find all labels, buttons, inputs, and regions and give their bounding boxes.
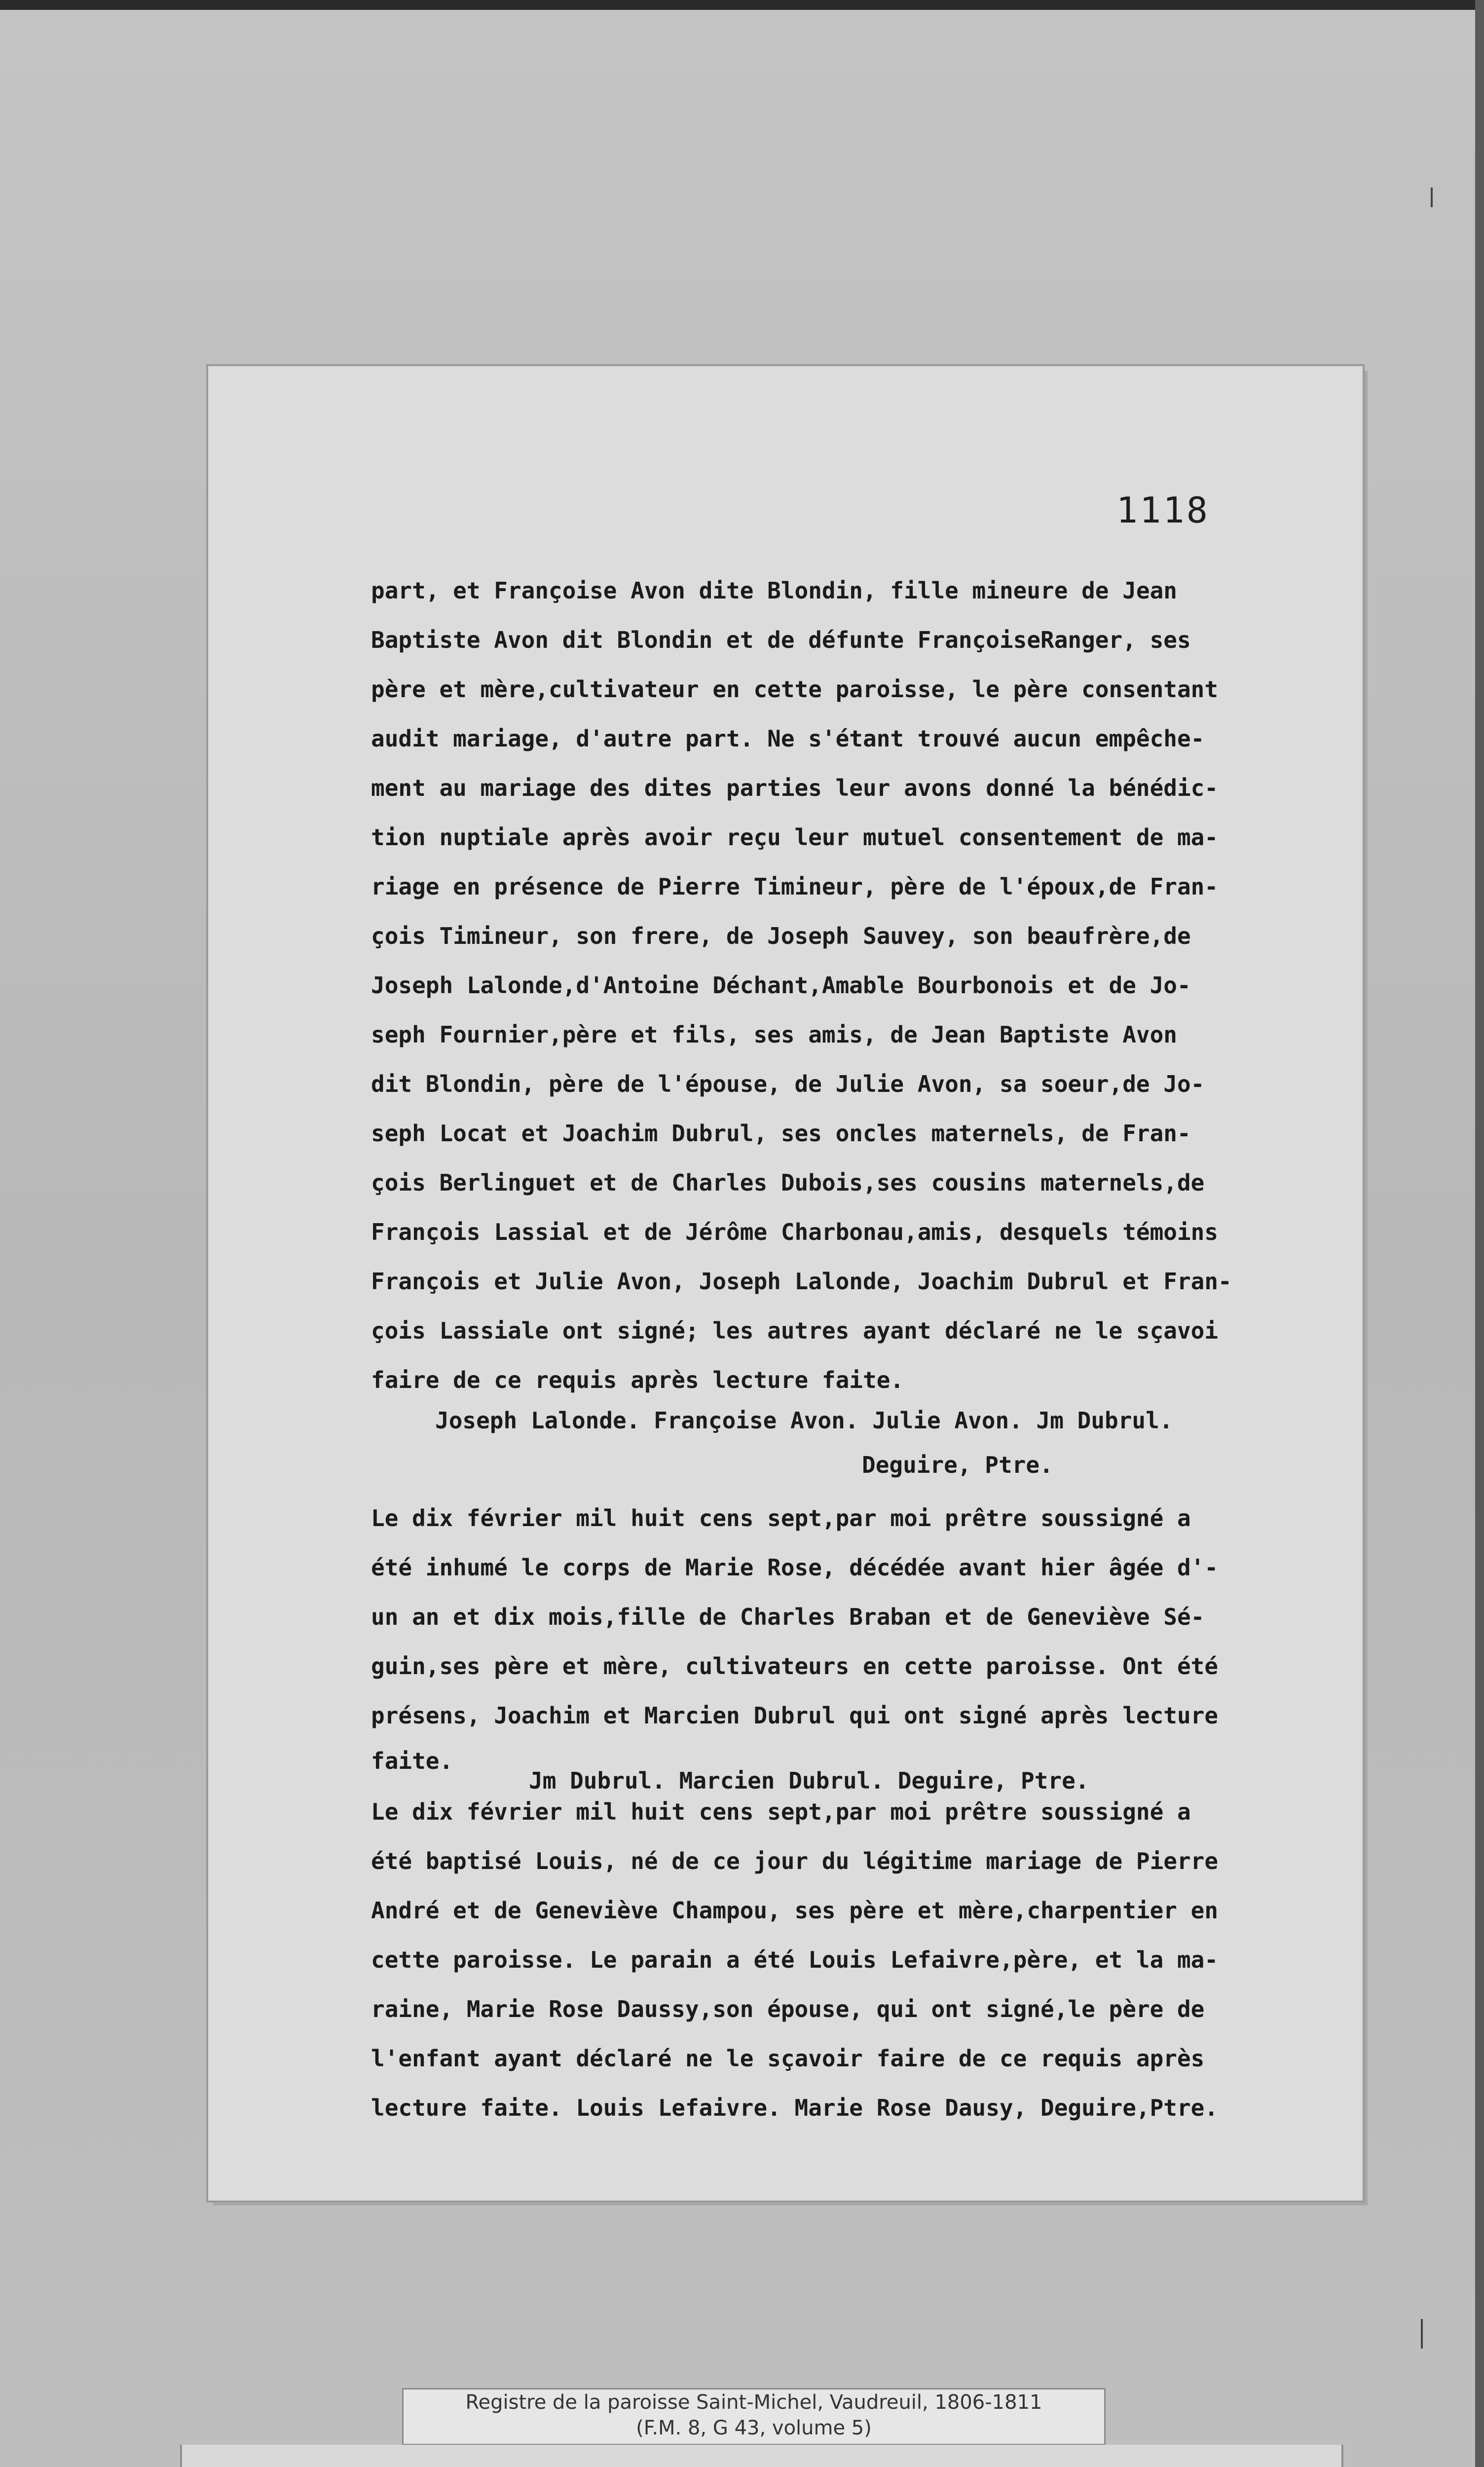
text-line: Le dix février mil huit cens sept,par moi prêtre soussigné a <box>371 1505 1191 1532</box>
board-top-edge <box>0 0 1484 10</box>
text-line: çois Lassiale ont signé; les autres ayant déclaré ne le sçavoi <box>371 1317 1219 1344</box>
text-line: audit mariage, d'autre part. Ne s'étant trouvé aucun empêche- <box>371 725 1205 752</box>
text-line: Baptiste Avon dit Blondin et de défunte FrançoiseRanger, ses <box>371 627 1191 653</box>
text-line: Le dix février mil huit cens sept,par moi prêtre soussigné a <box>371 1798 1191 1825</box>
text-line: été baptisé Louis, né de ce jour du légitime mariage de Pierre <box>371 1848 1219 1874</box>
text-line: faire de ce requis après lecture faite. <box>371 1367 904 1393</box>
text-line: part, et Françoise Avon dite Blondin, fille mineure de Jean <box>371 577 1177 604</box>
register-reference: (F.M. 8, G 43, volume 5) <box>636 2417 872 2439</box>
marriage-record <box>371 566 1308 1405</box>
text-line: seph Fournier,père et fils, ses amis, de Jean Baptiste Avon <box>371 1021 1177 1048</box>
text-line: l'enfant ayant déclaré ne le sçavoir faire de ce requis après <box>371 2045 1205 2072</box>
text-line: un an et dix mois,fille de Charles Braban et de Geneviève Sé- <box>371 1604 1205 1630</box>
text-line: raine, Marie Rose Daussy,son épouse, qui ont signé,le père de <box>371 1996 1205 2022</box>
burial-record <box>371 1494 1308 1740</box>
archives-stamp <box>180 2445 1343 2467</box>
text-line: faite. <box>371 1748 453 1774</box>
text-line: çois Timineur, son frere, de Joseph Sauvey, son beaufrère,de <box>371 923 1191 949</box>
baptism-record <box>371 1787 1308 2132</box>
text-line: François et Julie Avon, Joseph Lalonde, Joachim Dubrul et Fran- <box>371 1268 1232 1295</box>
marriage-signatures: Joseph Lalonde. Françoise Avon. Julie Avon. Jm Dubrul. <box>435 1407 1173 1434</box>
text-line: çois Berlinguet et de Charles Dubois,ses cousins maternels,de <box>371 1169 1205 1196</box>
board-right-edge <box>1475 0 1484 2467</box>
register-page <box>208 366 1363 2201</box>
register-label <box>402 2388 1106 2445</box>
text-line: riage en présence de Pierre Timineur, père de l'époux,de Fran- <box>371 873 1219 900</box>
text-line: père et mère,cultivateur en cette paroisse, le père consentant <box>371 676 1219 703</box>
text-line: cette paroisse. Le parain a été Louis Lefaivre,père, et la ma- <box>371 1946 1219 1973</box>
registration-mark <box>1421 2319 1423 2349</box>
text-line: dit Blondin, père de l'épouse, de Julie Avon, sa soeur,de Jo- <box>371 1071 1205 1097</box>
text-line: tion nuptiale après avoir reçu leur mutuel consentement de ma- <box>371 824 1219 851</box>
register-title: Registre de la paroisse Saint-Michel, Vaudreuil, 1806-1811 <box>465 2391 1042 2414</box>
text-line: François Lassial et de Jérôme Charbonau,amis, desquels témoins <box>371 1219 1219 1245</box>
text-line: guin,ses père et mère, cultivateurs en cette paroisse. Ont été <box>371 1653 1219 1680</box>
page-number: 1118 <box>1116 489 1210 531</box>
priest-signature: Deguire, Ptre. <box>862 1452 1053 1478</box>
text-line: été inhumé le corps de Marie Rose, décédée avant hier âgée d'- <box>371 1554 1219 1581</box>
burial-signatures: Jm Dubrul. Marcien Dubrul. Deguire, Ptre. <box>529 1767 1089 1794</box>
text-line: Joseph Lalonde,d'Antoine Déchant,Amable Bourbonois et de Jo- <box>371 972 1191 999</box>
text-line: André et de Geneviève Champou, ses père et mère,charpentier en <box>371 1897 1219 1924</box>
text-line: lecture faite. Louis Lefaivre. Marie Rose Dausy, Deguire,Ptre. <box>371 2094 1219 2121</box>
text-line: ment au mariage des dites parties leur avons donné la bénédic- <box>371 775 1219 801</box>
text-line: présens, Joachim et Marcien Dubrul qui ont signé après lecture <box>371 1702 1219 1729</box>
text-line: seph Locat et Joachim Dubrul, ses oncles maternels, de Fran- <box>371 1120 1191 1147</box>
registration-mark <box>1431 187 1433 207</box>
